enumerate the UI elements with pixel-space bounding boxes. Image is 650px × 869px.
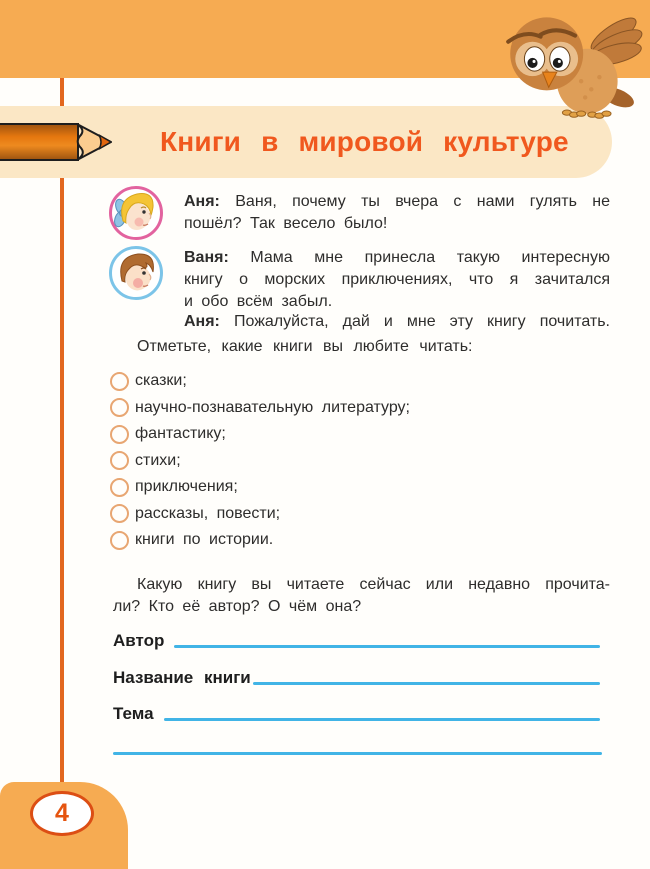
checklist-label: фантастику; <box>135 425 226 442</box>
checkbox-circle[interactable] <box>110 478 129 497</box>
checklist-item <box>110 530 410 550</box>
checklist-label: сказки; <box>135 372 187 389</box>
task-instruction: Отметьте, какие книги вы любите читать: <box>137 338 473 355</box>
speaker-name: Аня: <box>184 313 220 330</box>
checklist-label: научно-познавательную литературу; <box>135 398 410 416</box>
left-margin-rule <box>60 78 64 796</box>
theme-label: Тема <box>113 704 154 723</box>
checklist-item <box>110 477 410 497</box>
question-paragraph <box>113 574 610 618</box>
pencil-icon <box>0 121 114 163</box>
dialogue-line: и обо всём забыл. <box>184 293 333 310</box>
dialogue-line: пошёл? Так весело было! <box>184 215 388 232</box>
checkbox-circle[interactable] <box>110 504 129 523</box>
speaker-name: Ваня: <box>184 249 229 266</box>
question-line: ли? Кто её автор? О чём она? <box>113 598 362 615</box>
dialogue-line: книгу о морских приключениях, что я зачитался <box>184 271 610 288</box>
checklist-item <box>110 398 410 418</box>
author-field-row <box>113 631 600 651</box>
author-input-line[interactable] <box>174 645 600 648</box>
vanya-avatar <box>108 245 164 301</box>
question-line: Какую книгу вы читаете сейчас или недавно прочита- <box>137 576 610 593</box>
checkbox-circle[interactable] <box>110 372 129 391</box>
dialogue-line: Аня: Ваня, почему ты вчера с нами гулять не <box>184 193 611 210</box>
dialogue-anya-2 <box>184 311 610 333</box>
checklist-item <box>110 451 410 471</box>
dialogue-anya-1 <box>184 191 610 235</box>
checkbox-circle[interactable] <box>110 451 129 470</box>
dialogue-line: Аня: Пожалуйста, дай и мне эту книгу почитать. <box>184 313 610 330</box>
checklist-label: приключения; <box>135 478 238 495</box>
book-title-input-line[interactable] <box>253 682 600 685</box>
theme-field-row <box>113 704 600 724</box>
anya-avatar <box>108 185 164 241</box>
checkbox-circle[interactable] <box>110 398 129 417</box>
page-title: Книги в мировой культуре <box>160 126 569 157</box>
dialogue-line: Ваня: Мама мне принесла такую интересную <box>184 249 610 266</box>
page-number: 4 <box>55 799 69 827</box>
author-label: Автор <box>113 631 165 650</box>
checklist-item <box>110 504 410 524</box>
page-number-badge <box>30 791 94 836</box>
checklist-item <box>110 424 410 444</box>
checkbox-circle[interactable] <box>110 425 129 444</box>
dialogue-vanya <box>184 247 610 313</box>
checklist-item <box>110 371 410 391</box>
checklist-label: книги по истории. <box>135 531 274 548</box>
theme-extra-input-line[interactable] <box>113 752 602 755</box>
theme-input-line[interactable] <box>164 718 600 721</box>
book-title-label: Название книги <box>113 668 251 687</box>
checkbox-circle[interactable] <box>110 531 129 550</box>
genre-checklist <box>110 371 410 557</box>
book-title-field-row <box>113 668 600 688</box>
checklist-label: стихи; <box>135 451 181 469</box>
checklist-label: рассказы, повести; <box>135 504 281 522</box>
owl-mascot-icon <box>494 8 646 122</box>
speaker-name: Аня: <box>184 193 220 210</box>
